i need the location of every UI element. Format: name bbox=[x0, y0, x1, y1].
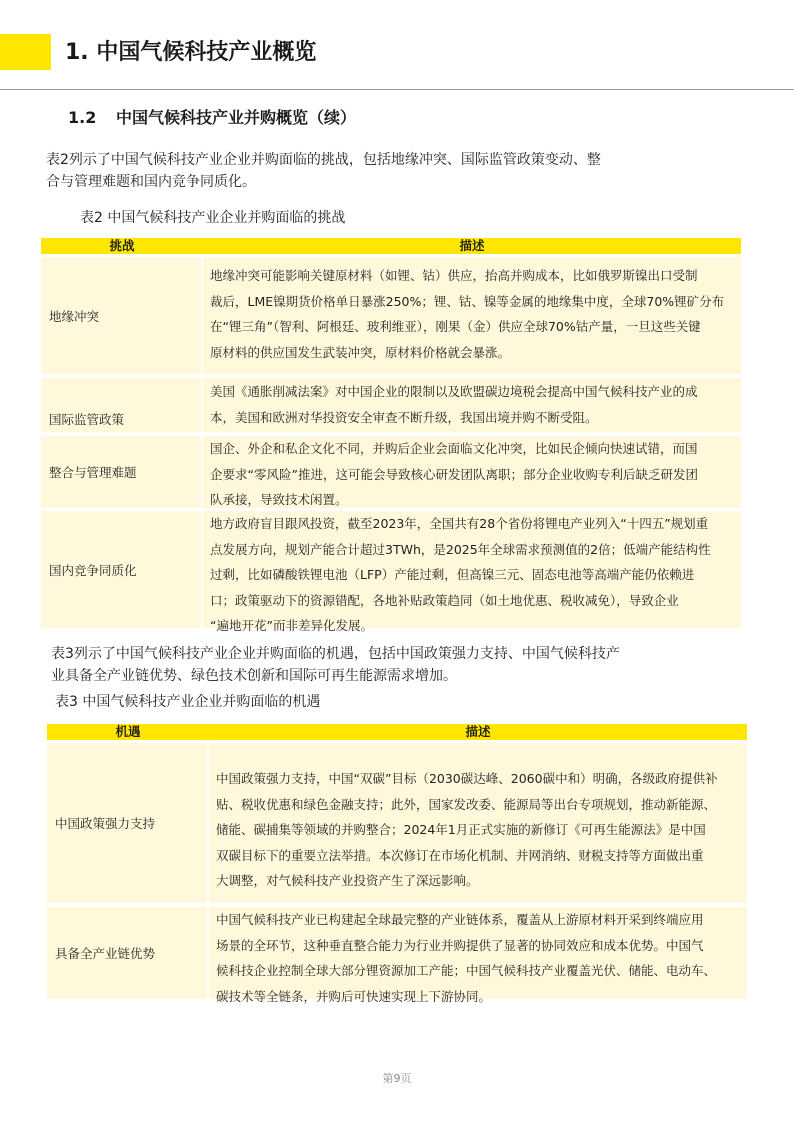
description-line: 中国政策强力支持，中国“双碳”目标（2030碳达峰、2060碳中和）明确，各级政府提供补 bbox=[216, 771, 718, 786]
description-line: 在“锂三角”（智利、阿根廷、玻利维亚），刚果（金）供应全球70%钴产量，一旦这些关键 bbox=[210, 319, 701, 335]
section-heading bbox=[68, 106, 356, 130]
table-row-description bbox=[203, 257, 741, 374]
description-line: 队承接，导致技术闲置。 bbox=[210, 492, 348, 508]
table2-header-row bbox=[41, 238, 741, 254]
table3-intro-paragraph bbox=[51, 643, 620, 687]
description-line: 中国气候科技产业已构建起全球最完整的产业链体系，覆盖从上游原材料开采到终端应用 bbox=[216, 912, 704, 927]
table3-opportunities bbox=[47, 724, 747, 1004]
table-row-label: 中国政策强力支持 bbox=[47, 743, 207, 903]
table-row bbox=[41, 378, 741, 432]
table-row-description bbox=[203, 436, 741, 508]
table-row-description bbox=[209, 743, 747, 903]
table-row-label: 地缘冲突 bbox=[41, 257, 201, 374]
table-row-description bbox=[209, 907, 747, 1004]
paragraph-line: 合与管理难题和国内竞争同质化。 bbox=[46, 174, 256, 190]
paragraph-line: 业具备全产业链优势、绿色技术创新和国际可再生能源需求增加。 bbox=[51, 668, 457, 684]
description-line: 过剩，比如磷酸铁锂电池（LFP）产能过剩，但高镍三元、固态电池等高端产能仍依赖进 bbox=[210, 567, 695, 583]
description-line: 企要求“零风险”推进，这可能会导致核心研发团队离职；部分企业收购专利后缺乏研发团 bbox=[210, 466, 698, 482]
table2-challenges bbox=[41, 238, 741, 634]
description-line: 场景的全环节，这种垂直整合能力为行业并购提供了显著的协同效应和成本优势。中国气 bbox=[216, 937, 704, 953]
paragraph-line: 表2列示了中国气候科技产业企业并购面临的挑战，包括地缘冲突、国际监管政策变动、整 bbox=[46, 152, 601, 168]
table-row bbox=[47, 743, 747, 903]
description-line: 裁后，LME镍期货价格单日暴涨250%；锂、钴、镍等金属的地缘集中度，全球70%锂矿分布 bbox=[210, 293, 725, 309]
table-row-label: 整合与管理难题 bbox=[41, 436, 201, 508]
section-title: 中国气候科技产业并购概览（续） bbox=[116, 108, 357, 127]
description-line: 原材料的供应国发生武装冲突，原材料价格就会暴涨。 bbox=[210, 344, 511, 360]
description-line: 双碳目标下的重要立法举措。本次修订在市场化机制、并网消纳、财税支持等方面做出重 bbox=[216, 847, 704, 863]
description-line: 美国《通胀削减法案》对中国企业的限制以及欧盟碳边境税会提高中国气候科技产业的成 bbox=[210, 384, 698, 399]
table3-header-opportunity: 机遇 bbox=[115, 724, 141, 739]
paragraph-line: 表3列示了中国气候科技产业企业并购面临的机遇，包括中国政策强力支持、中国气候科技产 bbox=[51, 646, 620, 662]
table2-header-description: 描述 bbox=[459, 238, 485, 253]
table-row bbox=[41, 436, 741, 508]
chapter-title: 1. 中国气候科技产业概览 bbox=[65, 40, 317, 65]
page-number: 第9页 bbox=[382, 1072, 412, 1085]
table-row-description bbox=[203, 378, 741, 432]
table2-header-challenge: 挑战 bbox=[109, 238, 135, 253]
description-line: 口；政策驱动下的资源错配，各地补贴政策趋同（如土地优惠、税收减免），导致企业 bbox=[210, 592, 679, 608]
header-divider bbox=[0, 89, 794, 90]
table-row-label: 具备全产业链优势 bbox=[47, 907, 207, 999]
description-line: 大调整，对气候科技产业投资产生了深远影响。 bbox=[216, 873, 479, 889]
description-line: 地缘冲突可能影响关键原材料（如锂、钴）供应，抬高并购成本，比如俄罗斯镍出口受制 bbox=[210, 268, 698, 283]
description-line: 贴、税收优惠和绿色金融支持；此外，国家发改委、能源局等出台专项规划，推动新能源、 bbox=[216, 796, 717, 812]
table-row-label: 国际监管政策 bbox=[41, 378, 201, 432]
description-line: 碳技术等全链条，并购后可快速实现上下游协同。 bbox=[216, 988, 492, 1004]
table2-intro-paragraph bbox=[46, 149, 601, 193]
table3-caption: 表3 中国气候科技产业企业并购面临的机遇 bbox=[55, 694, 321, 710]
table3-header-description: 描述 bbox=[465, 724, 491, 739]
header-accent-bar bbox=[0, 34, 51, 70]
description-line: 国企、外企和私企文化不同，并购后企业会面临文化冲突，比如民企倾向快速试错，而国 bbox=[210, 441, 698, 456]
table2-caption: 表2 中国气候科技产业企业并购面临的挑战 bbox=[80, 210, 346, 226]
table-row bbox=[41, 257, 741, 374]
table-row bbox=[47, 907, 747, 1004]
table3-header-row bbox=[47, 724, 747, 740]
description-line: 点发展方向，规划产能合计超过3TWh，是2025年全球需求预测值的2倍；低端产能结构性 bbox=[210, 541, 711, 557]
description-line: “遍地开花”而非差异化发展。 bbox=[210, 618, 373, 634]
section-number: 1.2 bbox=[68, 108, 97, 127]
description-line: 本，美国和欧洲对华投资安全审查不断升级，我国出境并购不断受阻。 bbox=[210, 409, 598, 425]
description-line: 地方政府盲目跟风投资，截至2023年，全国共有28个省份将锂电产业列入“十四五”规划重 bbox=[210, 516, 709, 531]
description-line: 候科技企业控制全球大部分锂资源加工产能；中国气候科技产业覆盖光伏、储能、电动车、 bbox=[216, 963, 717, 979]
description-line: 储能、碳捕集等领域的并购整合；2024年1月正式实施的新修订《可再生能源法》是中国 bbox=[216, 822, 706, 838]
table-row bbox=[41, 511, 741, 634]
table-row-description bbox=[203, 511, 741, 634]
table-row-label: 国内竞争同质化 bbox=[41, 511, 201, 628]
